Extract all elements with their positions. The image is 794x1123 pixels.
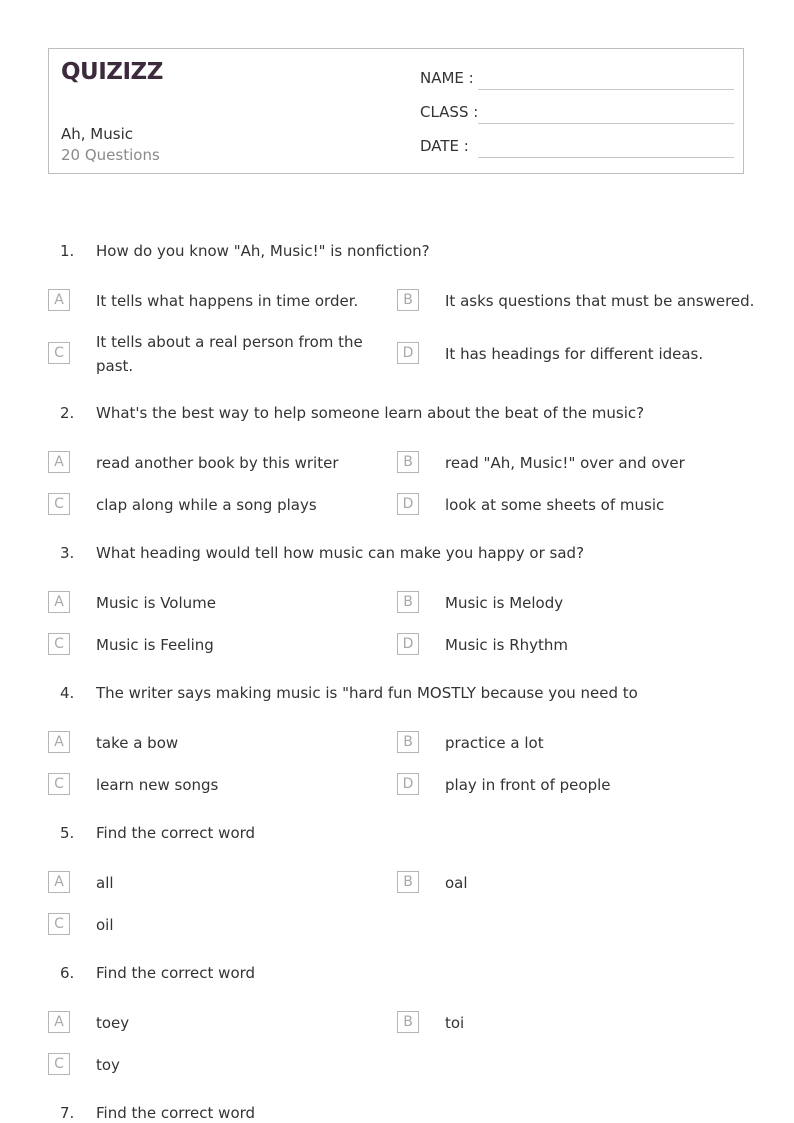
question-text: What heading would tell how music can make you happy or sad? <box>96 544 585 562</box>
option-text: learn new songs <box>96 776 219 794</box>
option-text: oil <box>96 916 114 934</box>
option-letter: C <box>48 773 70 795</box>
option-letter: D <box>397 633 419 655</box>
option-letter: B <box>397 451 419 473</box>
option-letter: C <box>48 633 70 655</box>
option-text: all <box>96 874 114 892</box>
option-text: read another book by this writer <box>96 454 339 472</box>
question-text: The writer says making music is "hard fun MOSTLY because you need to <box>96 684 638 702</box>
option-text: Music is Rhythm <box>445 636 569 654</box>
name-field <box>420 69 734 89</box>
option-letter: A <box>48 1011 70 1033</box>
option-letter: C <box>48 1053 70 1075</box>
option-text: Music is Melody <box>445 594 564 612</box>
worksheet-title: Ah, Music <box>61 125 133 143</box>
class-line <box>478 123 734 124</box>
class-label: CLASS : <box>420 103 479 121</box>
option-letter: C <box>48 913 70 935</box>
option-text: toi <box>445 1014 465 1032</box>
option-text: read "Ah, Music!" over and over <box>445 454 685 472</box>
question-number: 7. <box>60 1104 75 1122</box>
option-text: toy <box>96 1056 120 1074</box>
question-count: 20 Questions <box>61 146 160 164</box>
quizizz-logo: QUIZIZZ <box>61 59 163 85</box>
date-line <box>478 157 734 158</box>
option-letter: A <box>48 451 70 473</box>
option-text: look at some sheets of music <box>445 496 665 514</box>
option-letter: D <box>397 493 419 515</box>
option-text: play in front of people <box>445 776 611 794</box>
option-letter: C <box>48 493 70 515</box>
option-text: oal <box>445 874 468 892</box>
name-line <box>478 89 734 90</box>
option-text: It has headings for different ideas. <box>445 345 704 363</box>
option-text: clap along while a song plays <box>96 496 317 514</box>
option-letter: A <box>48 731 70 753</box>
class-field <box>420 103 734 123</box>
question-text: How do you know "Ah, Music!" is nonfiction? <box>96 242 430 260</box>
option-letter: B <box>397 731 419 753</box>
date-field <box>420 137 734 157</box>
option-letter: B <box>397 871 419 893</box>
date-label: DATE : <box>420 137 469 155</box>
option-text: take a bow <box>96 734 179 752</box>
option-letter: A <box>48 591 70 613</box>
option-letter: B <box>397 1011 419 1033</box>
option-letter: A <box>48 289 70 311</box>
question-text: Find the correct word <box>96 824 256 842</box>
name-label: NAME : <box>420 69 474 87</box>
question-number: 5. <box>60 824 75 842</box>
option-text: It asks questions that must be answered. <box>445 292 755 310</box>
question-number: 1. <box>60 242 75 260</box>
option-letter: D <box>397 342 419 364</box>
question-number: 6. <box>60 964 75 982</box>
question-text: What's the best way to help someone learn about the beat of the music? <box>96 404 645 422</box>
option-text: Music is Volume <box>96 594 216 612</box>
question-number: 2. <box>60 404 75 422</box>
option-text: practice a lot <box>445 734 544 752</box>
option-text: It tells about a real person from the past. <box>96 333 363 375</box>
question-text: Find the correct word <box>96 1104 256 1122</box>
question-number: 4. <box>60 684 75 702</box>
option-letter: A <box>48 871 70 893</box>
option-text: It tells what happens in time order. <box>96 292 359 310</box>
question-number: 3. <box>60 544 75 562</box>
option-text: toey <box>96 1014 130 1032</box>
option-letter: B <box>397 591 419 613</box>
option-letter: B <box>397 289 419 311</box>
option-text: Music is Feeling <box>96 636 214 654</box>
worksheet-header <box>48 48 744 174</box>
option-letter: C <box>48 342 70 364</box>
option-letter: D <box>397 773 419 795</box>
question-text: Find the correct word <box>96 964 256 982</box>
